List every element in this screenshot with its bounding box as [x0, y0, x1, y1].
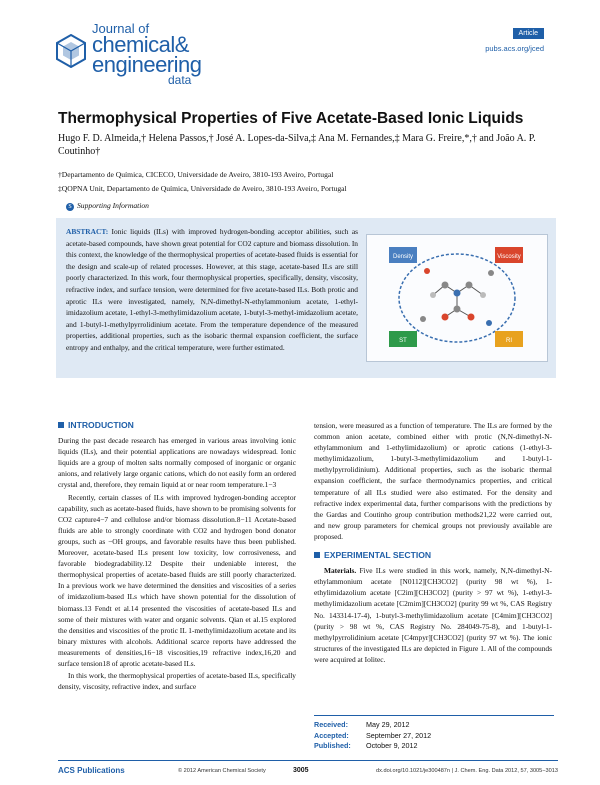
- doi-citation[interactable]: dx.doi.org/10.1021/je300487n | J. Chem. Eng. Data 2012, 57, 3005−3013: [376, 768, 558, 774]
- author-list: Hugo F. D. Almeida,† Helena Passos,† José A. Lopes-da-Silva,‡ Ana M. Fernandes,‡ Mara G. Freire,*,† and João A. P. Coutinho†: [58, 133, 536, 157]
- affiliation-1: †Departamento de Química, CICECO, Universidade de Aveiro, 3810-193 Aveiro, Portugal: [58, 170, 334, 179]
- date-received: Received: May 29, 2012: [314, 720, 410, 729]
- journal-logo-icon: [56, 34, 86, 68]
- journal-url-link[interactable]: pubs.acs.org/jced: [485, 44, 544, 53]
- info-icon: S: [66, 203, 74, 211]
- supporting-information-label: Supporting Information: [77, 201, 149, 210]
- copyright-notice: © 2012 American Chemical Society: [178, 768, 266, 774]
- page-number: 3005: [293, 767, 309, 774]
- logo-text-line4: data: [168, 73, 192, 87]
- page-footer: [58, 760, 558, 776]
- right-column: [314, 420, 552, 666]
- abstract: [66, 226, 358, 354]
- toc-label-viscosity: Viscosity: [497, 254, 521, 260]
- introduction-heading: INTRODUCTION: [58, 420, 296, 431]
- logo-text-line2: chemical&: [92, 32, 189, 57]
- article-type-badge: Article: [513, 28, 544, 39]
- experimental-heading: EXPERIMENTAL SECTION: [314, 550, 552, 561]
- publication-dates: [314, 715, 554, 752]
- acs-publications-logo: ACS Publications: [58, 766, 125, 775]
- toc-label-st: ST: [399, 338, 407, 344]
- journal-logo: [56, 20, 236, 87]
- abstract-box: [56, 218, 556, 378]
- section-square-icon: [314, 552, 320, 558]
- date-published: Published: October 9, 2012: [314, 741, 418, 750]
- paper-title: Thermophysical Properties of Five Acetate-Based Ionic Liquids: [58, 110, 524, 127]
- logo-text-line3: engineering: [92, 52, 202, 77]
- abstract-label: ABSTRACT:: [66, 227, 109, 236]
- toc-label-ri: RI: [506, 338, 512, 344]
- toc-graphic: [366, 234, 548, 362]
- intro-continued: tension, were measured as a function of temperature. The ILs are formed by the common anion acetate, combined either with protic (N,N-dimethyl-N-ethylammonium and 1-ethylimidazolium) or aprotic cations (1-ethyl-3-methylimidazolium, 1-butyl-3-methylimidazolium and 1-butyl-1-methylpyrrolidinium). Additional properties, such as the isobaric thermal expansion coefficient, the surface thermodynamics properties, and critical temperature of all ILs studied were also estimated. For the density and refractive index experimental data, further comparisons with the predictions by the Gardas and Coutinho group contribution methods21,22 were carried out, and new group parameters for chemical groups not previously available are proposed.: [314, 421, 552, 541]
- date-accepted: Accepted: September 27, 2012: [314, 730, 432, 740]
- intro-paragraph-3: In this work, the thermophysical properties of acetate-based ILs, specifically density, viscosity, refractive index, and surface: [58, 671, 296, 692]
- toc-graphic-image: [367, 235, 547, 361]
- supporting-information-link[interactable]: [66, 201, 149, 211]
- abstract-text: Ionic liquids (ILs) with improved hydrogen-bonding acceptor abilities, such as acetate-based compounds, have shown great potential for CO2 capture and biomass dissolution. In this context, the knowledge of the thermophysical properties of acetate-based fluids is essential for the design and scale-up of related processes. However, at this stage, acetate-based ILs are still poorly characterized. In this work, four thermophysical properties, specifically, density, viscosity, refractive index, and surface tension, were determined for five acetate-based ILs. Both protic and aprotic ILs were investigated, namely, N,N-dimethyl-N-ethylammonium acetate, 1-ethyl-imidazolium acetate, 1-ethyl-3-methylimidazolium acetate, 1-butyl-3-methyl-imidazolium acetate, and 1-butyl-1-methylpyrrolidinium acetate. From the temperature dependence of the measured properties, additional properties, such as the isobaric thermal expansion coefficient, the surface entropy and enthalpy, and the critical temperature, were further estimated.: [66, 227, 358, 352]
- intro-paragraph-1: During the past decade research has emerged in various areas involving ionic liquids (ILs), and their potential applications are nowadays widespread. Ionic liquids are a group of molten salts normally composed of inorganic or organic anions, and relatively large organic cations, which do not easily form an ordered crystal and, therefore, they remain liquid at or near room temperature.1−3: [58, 436, 296, 490]
- logo-text-line1: Journal of: [92, 21, 150, 36]
- toc-label-density: Density: [392, 254, 414, 260]
- materials-paragraph: [314, 565, 552, 665]
- materials-text: Five ILs were studied in this work, namely, N,N-dimethyl-N-ethylammonium acetate [N0112][CH3CO2] (purity 98 wt %), 1-ethylimidazolium acetate [C2im][CH3CO2] (purity > 97 wt %), 1-ethyl-3-methylimidazolium acetate [C2mim][CH3CO2] (purity 99 wt %, CAS Registry No. 143314-17-4), 1-butyl-3-methylimidazolium acetate [C4mim][CH3CO2] (purity > 98 wt %, CAS Registry No. 284049-75-8), and 1-butyl-1-methylpyrrolidinium acetate [C4mpyr][CH3CO2] (purity 97 wt %). The ionic structures of the investigated ILs are depicted in Figure 1. All of the compounds were acquired at Iolitec.: [314, 566, 552, 664]
- materials-subheading: Materials.: [324, 566, 357, 576]
- intro-paragraph-2: Recently, certain classes of ILs with improved hydrogen-bonding acceptor capability, such as acetate-based fluids, have shown to be promising solvents for CO2 capture4−7 and cellulose and/or biomass dissolution.8−11 Acetate-based fluids are able to strongly coordinate with CO2 and hydrogen bond donator groups, such as −OH groups, and favorable results have thus been published. Moreover, acetate-based ILs present low toxicity, low corrosiveness, and favorable biodegradability.12 Despite their undeniable interest, the thermophysical properties of acetate-based fluids are still poorly characterized. In a previous work we have determined the densities and viscosities of a series of imidazolium-based ILs which have shown potential for the dissolution of biomass.13 Fendt et al.14 presented the viscosities of acetate-based ILs and some of their mixtures with water and organic solvents. Qian et al.15 explored the densities and viscosities of the protic IL 1-methylimidazolium acetate and its binary mixtures with alcohols. Additional scarce reports have addressed the measurements of densities,16−18 viscosities,19 refractive index,16,20 and surface tension18 of aprotic acetate-based ILs.: [58, 492, 297, 668]
- section-square-icon: [58, 422, 64, 428]
- left-column: [58, 420, 296, 693]
- affiliation-2: ‡QOPNA Unit, Departamento de Química, Universidade de Aveiro, 3810-193 Aveiro, Portugal: [58, 184, 347, 193]
